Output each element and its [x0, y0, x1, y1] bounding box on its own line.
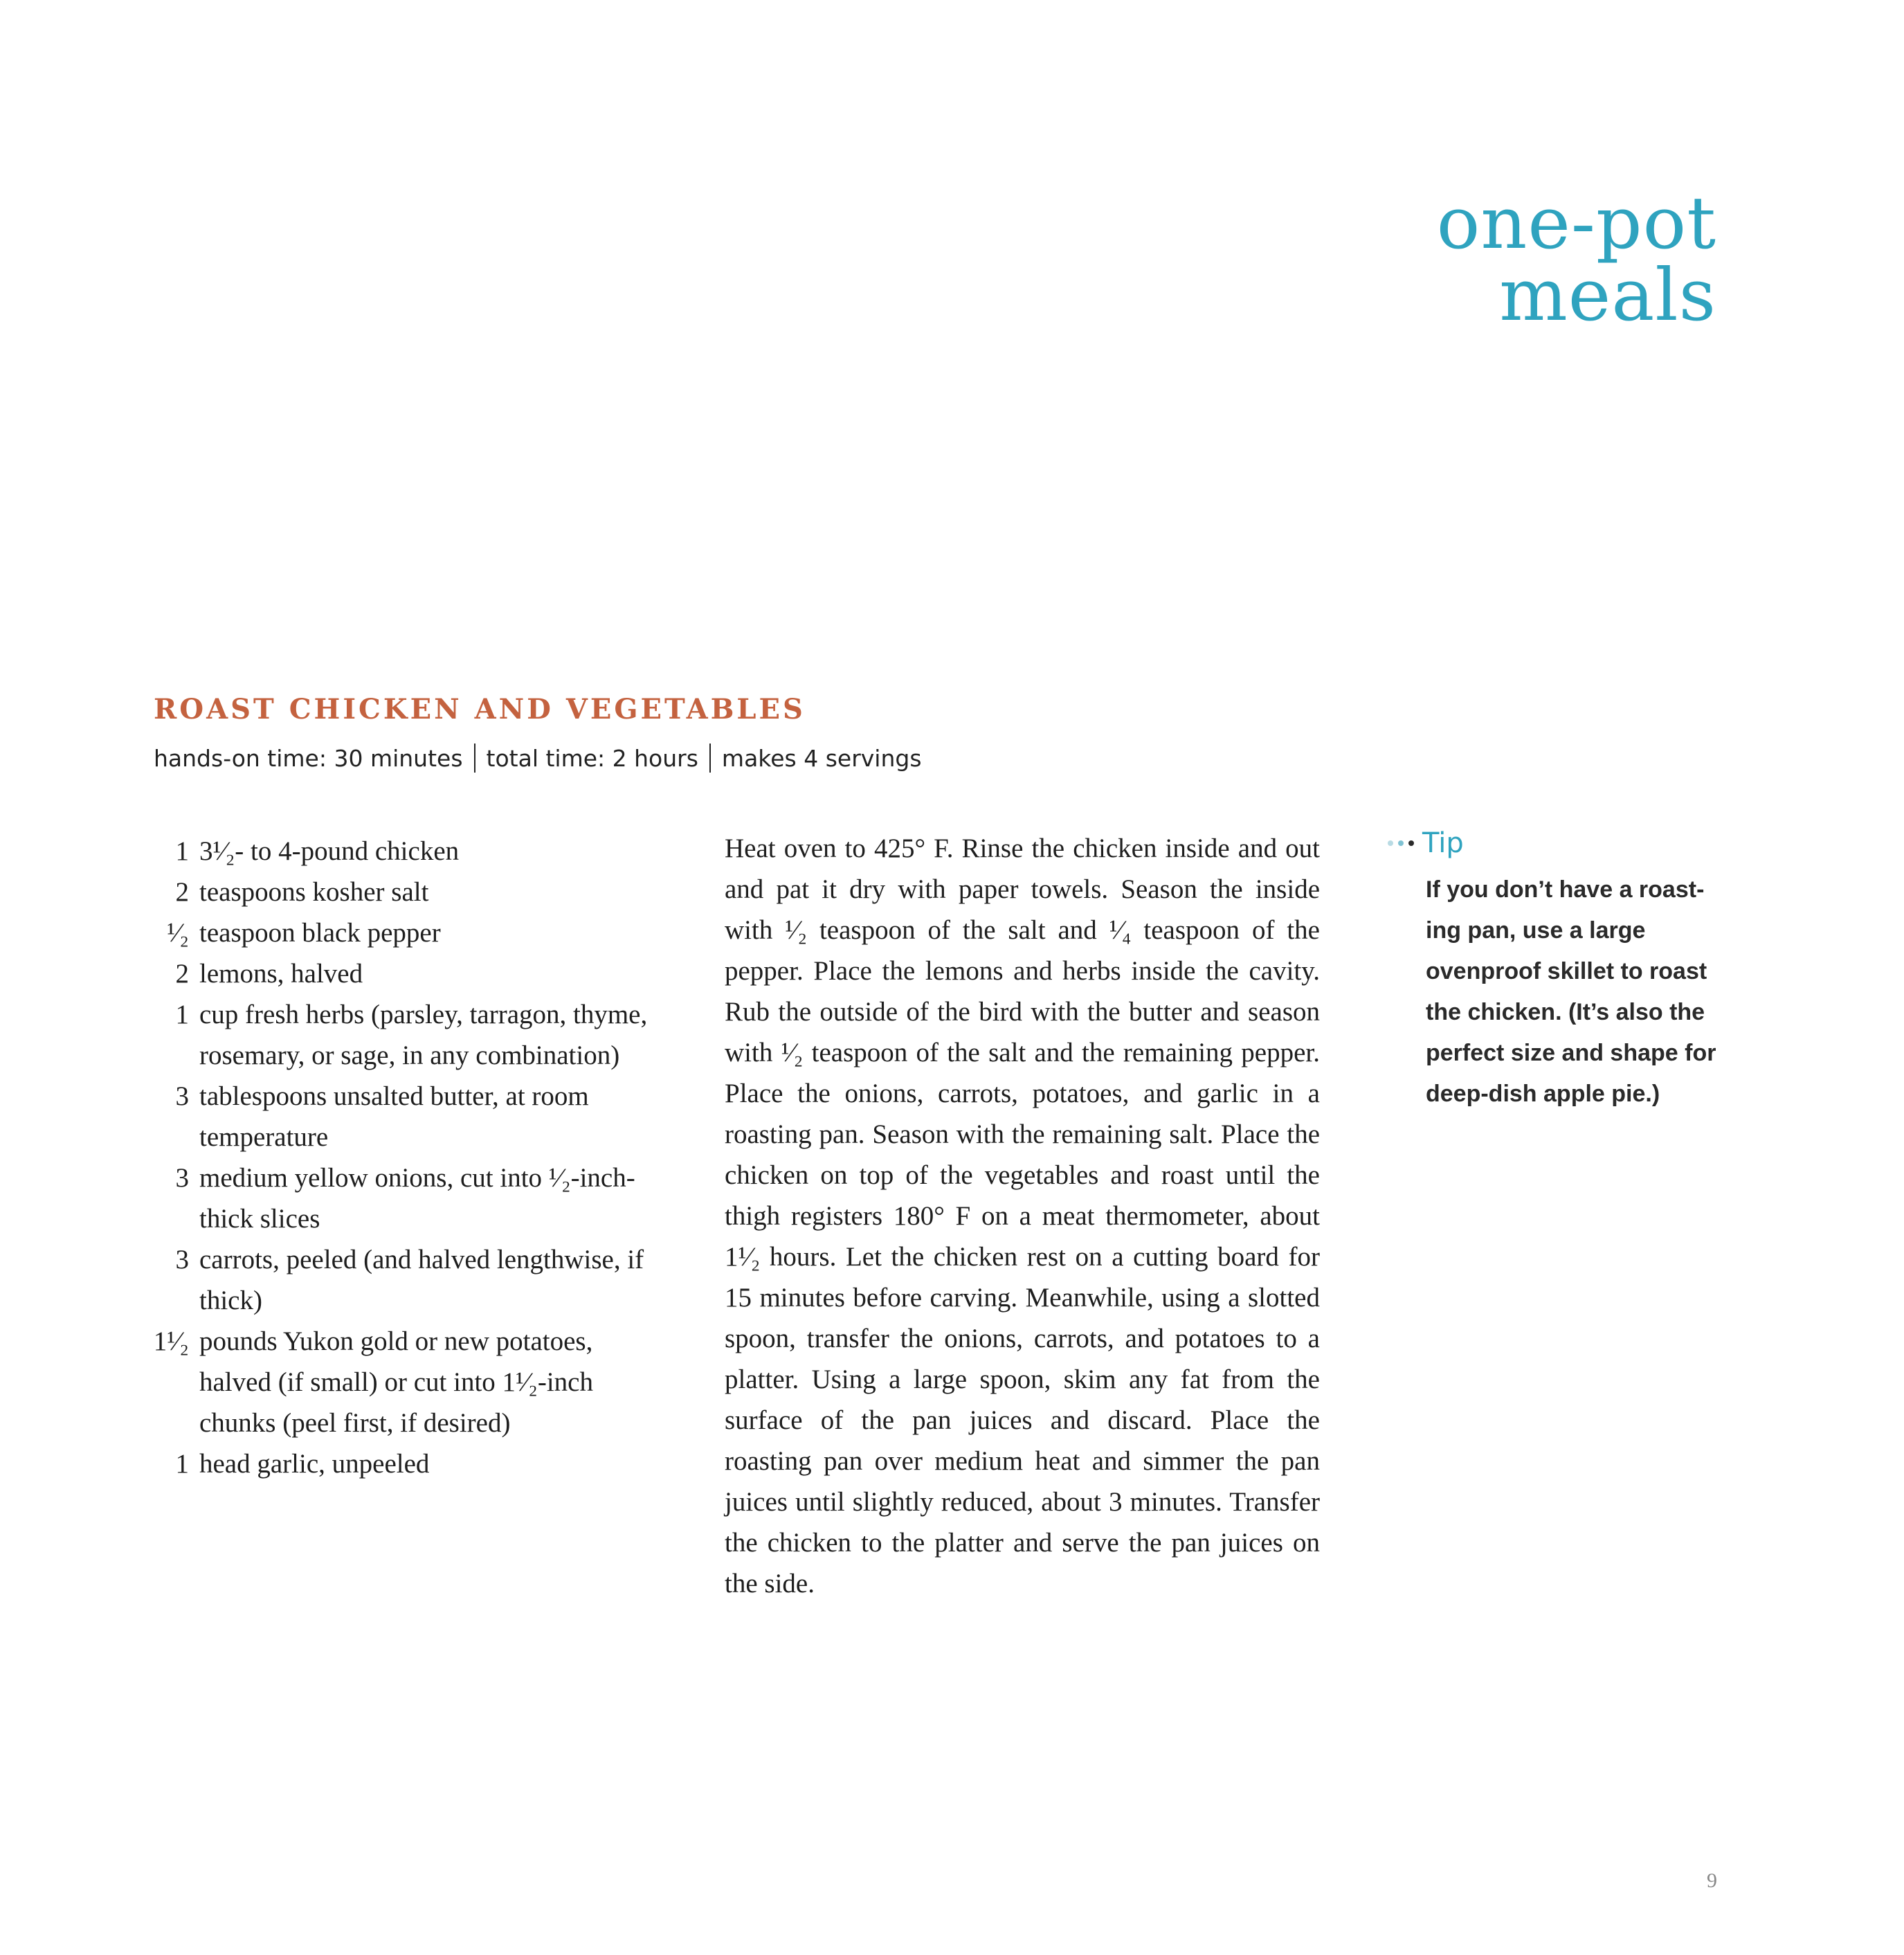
ingredient-item [132, 1076, 658, 1157]
ingredient-item [132, 912, 658, 953]
ingredient-quantity: 3 [175, 1081, 189, 1111]
tip-text: If you don’t have a roasting pan, use a large ovenproof skillet to roast the chicken. (It’s also the perfect size and shape for deep-dish apple pie.) [1426, 876, 1716, 1107]
ingredient-quantity: ¹⁄₂ [167, 918, 189, 948]
ingredient-quantity: 1 [175, 1000, 189, 1029]
ingredient-list [132, 831, 658, 1484]
recipe-title: ROAST CHICKEN AND VEGETABLES [154, 693, 806, 726]
ingredient-text: pounds Yukon gold or new potatoes, halved (if small) or cut into 1¹⁄₂-inch chunks (peel first, if desired) [199, 1326, 593, 1438]
ingredient-text: medium yellow onions, cut into ¹⁄₂-inch-thick slices [199, 1163, 635, 1234]
total-time: total time: 2 hours [486, 745, 698, 772]
page-number: 9 [1707, 1869, 1717, 1892]
ingredient-text: head garlic, unpeeled [199, 1449, 430, 1479]
meta-divider [474, 744, 475, 773]
ingredient-quantity: 3 [175, 1245, 189, 1274]
servings: makes 4 servings [721, 745, 922, 772]
ingredient-item [132, 831, 658, 872]
tip-label: Tip [1422, 827, 1464, 859]
ingredient-quantity: 2 [175, 959, 189, 989]
ingredient-quantity: 2 [175, 877, 189, 907]
tip-dots-icon [1388, 840, 1414, 846]
ingredient-item [132, 1157, 658, 1239]
ingredient-item [132, 1443, 658, 1484]
ingredient-quantity: 1¹⁄₂ [153, 1326, 189, 1356]
ingredient-text: teaspoon black pepper [199, 918, 441, 948]
ingredient-item [132, 872, 658, 912]
ingredient-item [132, 994, 658, 1076]
ingredient-item [132, 1321, 658, 1443]
method-text: Heat oven to 425° F. Rinse the chicken inside and out and pat it dry with paper towels. Season the inside with ¹⁄₂ teaspoon of the salt and ¹⁄₄ teaspoon of the pepper. Place the lemons and herbs inside the cavity. Rub the outside of the bird with the butter and season with ¹⁄₂ teaspoon of the salt and the remaining pepper. Place the onions, carrots, potatoes, and garlic in a roasting pan. Season with the remaining salt. Place the chicken on top of the vegetables and roast until the thigh registers 180° F on a meat thermometer, about 1¹⁄₂ hours. Let the chicken rest on a cutting board for 15 minutes before carving. Meanwhile, using a slotted spoon, transfer the onions, carrots, and potatoes to a platter. Using a large spoon, skim any fat from the surface of the pan juices and discard. Place the roasting pan over medium heat and simmer the pan juices until slightly reduced, about 3 minutes. Transfer the chicken to the platter and serve the pan juices on the side. [725, 834, 1320, 1598]
ingredient-quantity: 3 [175, 1163, 189, 1193]
tip-heading [1388, 829, 1464, 857]
ingredient-text: carrots, peeled (and halved lengthwise, if thick) [199, 1245, 644, 1315]
ingredient-item [132, 953, 658, 994]
ingredient-text: tablespoons unsalted butter, at room temperature [199, 1081, 589, 1152]
ingredient-quantity: 1 [175, 1449, 189, 1479]
ingredient-text: teaspoons kosher salt [199, 877, 429, 907]
recipe-meta [154, 744, 922, 773]
ingredient-text: lemons, halved [199, 959, 363, 989]
ingredient-item [132, 1239, 658, 1321]
meta-divider [709, 744, 711, 773]
hands-on-time: hands-on time: 30 minutes [154, 745, 463, 772]
ingredient-quantity: 1 [175, 836, 189, 866]
ingredient-text: 3¹⁄₂- to 4-pound chicken [199, 836, 460, 866]
ingredient-text: cup fresh herbs (parsley, tarragon, thyme, rosemary, or sage, in any combination) [199, 1000, 648, 1070]
section-title: one-pot meals [1436, 181, 1716, 337]
